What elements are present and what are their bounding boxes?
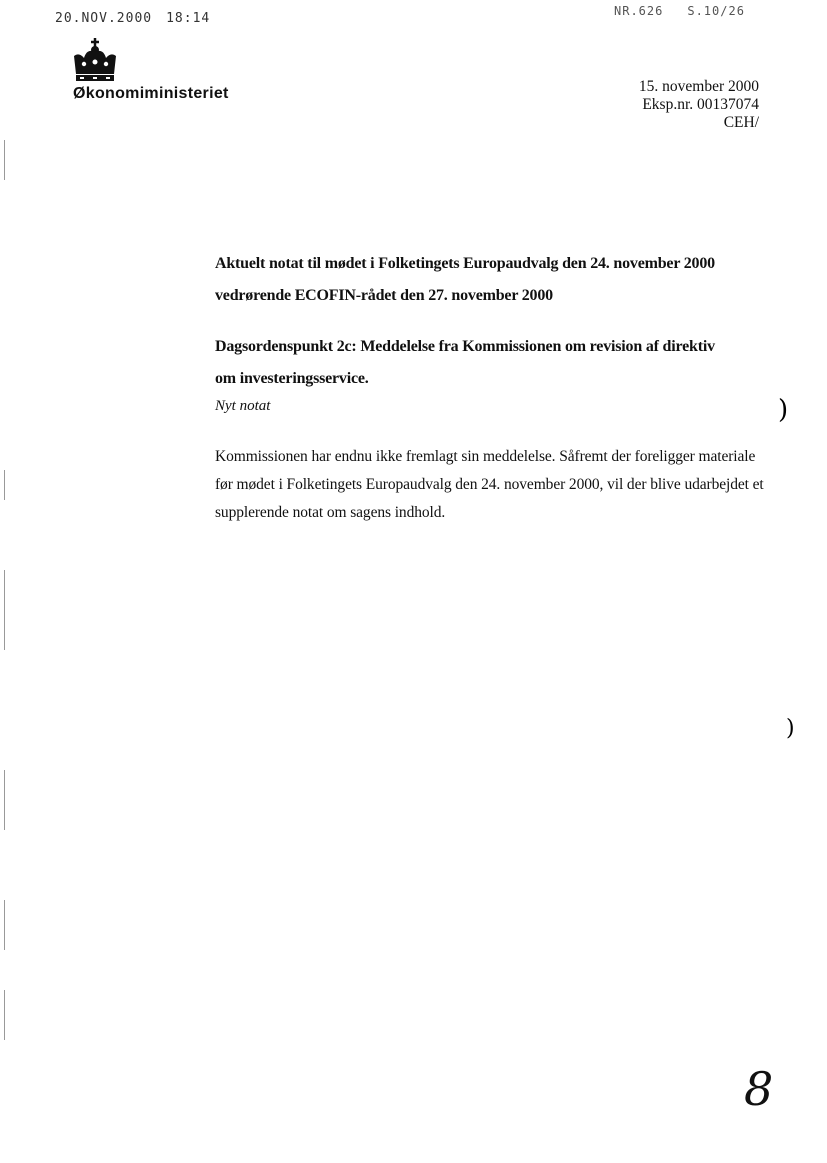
handwritten-page-number: 8 xyxy=(744,1062,774,1116)
scan-edge-line xyxy=(4,470,5,500)
document-body xyxy=(215,248,775,527)
title-line-1: Aktuelt notat til mødet i Folketingets Europaudvalg den 24. november 2000 xyxy=(215,255,715,272)
agenda-line-1: Dagsordenspunkt 2c: Meddelelse fra Kommissionen om revision af direktiv xyxy=(215,338,715,355)
agenda-item xyxy=(215,331,775,395)
scan-edge-line xyxy=(4,990,5,1040)
document-meta xyxy=(639,78,759,132)
scan-mark: ) xyxy=(778,395,789,425)
fax-header xyxy=(55,11,224,26)
scan-edge-line xyxy=(4,770,5,830)
scan-mark: ) xyxy=(786,716,795,741)
reference-number: Eksp.nr. 00137074 xyxy=(642,96,759,113)
fax-page: S.10/26 xyxy=(687,4,745,18)
fax-number: NR.626 xyxy=(614,4,664,18)
agenda-line-2: om investeringsservice. xyxy=(215,370,369,387)
fax-page-info xyxy=(614,4,769,18)
fax-date: 20.NOV.2000 xyxy=(55,11,153,26)
title-line-2: vedrørende ECOFIN-rådet den 27. november 2000 xyxy=(215,287,553,304)
fax-time: 18:14 xyxy=(166,11,211,26)
ministry-name: Økonomiministeriet xyxy=(73,85,229,102)
scan-edge-line xyxy=(4,900,5,950)
body-paragraph: Kommissionen har endnu ikke fremlagt sin meddelelse. Såfremt der foreligger materiale før mødet i Folketingets Europaudvalg den 24. november 2000, vil der blive udarbejdet et supplerende notat om sagens indhold. xyxy=(215,448,764,521)
document-date: 15. november 2000 xyxy=(638,78,759,95)
scan-edge-line xyxy=(4,570,5,650)
document-title xyxy=(215,248,775,312)
scan-edge-line xyxy=(4,140,5,180)
crown-icon xyxy=(72,38,118,84)
note-type: Nyt notat xyxy=(215,398,271,414)
author-initials: CEH/ xyxy=(723,114,759,131)
